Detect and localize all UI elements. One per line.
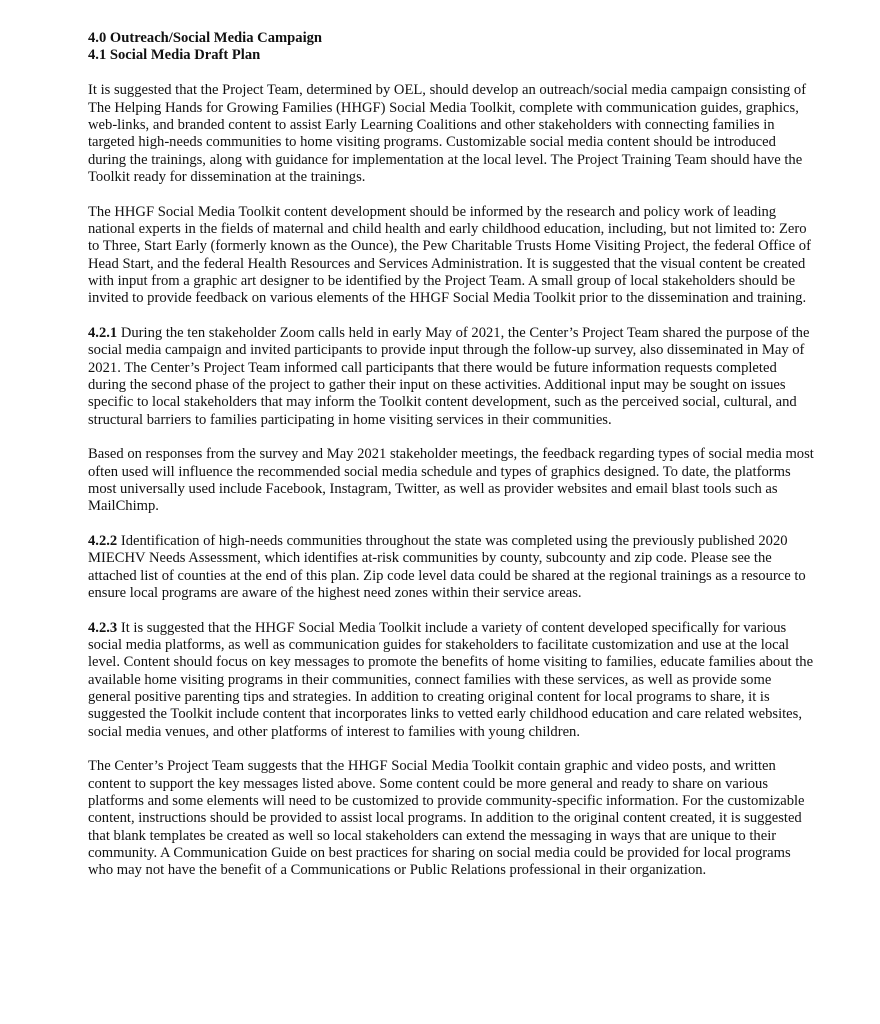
paragraph-text: During the ten stakeholder Zoom calls held in early May of 2021, the Center’s Project Team shared the purpose of the social media campaign and invited participants to provide input through the follow-up survey, also disseminated in May of 2021. The Center’s Project Team informed call participants that there would be future information requests completed during the second phase of the project to gather their input on these activities. Additional input may be sought on issues specific to local stakeholders that may inform the Toolkit content development, such as the perceived social, cultural, and structural barriers to families participating in home visiting services in their communities. xyxy=(88,325,810,428)
paragraph-text: The HHGF Social Media Toolkit content development should be informed by the research and policy work of leading national experts in the fields of maternal and child health and early childhood education, including, but not limited to: Zero to Three, Start Early (formerly known as the Ounce), the Pew Charitable Trusts Home Visiting Project, the federal Office of Head Start, and the federal Health Resources and Services Administration. It is suggested that the visual content be created with input from a graphic art designer to be identified by the Project Team. A small group of local stakeholders should be invited to provide feedback on various elements of the HHGF Social Media Toolkit prior to the dissemination and training. xyxy=(88,203,811,307)
document-page xyxy=(88,30,816,897)
section-heading-4-0: 4.0 Outreach/Social Media Campaign xyxy=(88,30,323,46)
paragraph-4-2-1 xyxy=(88,325,816,429)
section-number-4-2-2: 4.2.2 xyxy=(88,533,118,550)
paragraph-text: The Center’s Project Team suggests that the HHGF Social Media Toolkit contain graphic and video posts, and written content to support the key messages listed above. Some content could be more general and ready to share on various platforms and some elements will need to be customized to provide community-specific information. For the customizable content, instructions should be provided to assist local programs. In addition to the original content created, it is suggested that blank templates be created as well so local stakeholders can extend the messaging in ways that are unique to their community. A Communication Guide on best practices for sharing on social media could be provided for local programs who may not have the benefit of a Communications or Public Relations professional in their organization. xyxy=(88,758,805,879)
section-number-4-2-1: 4.2.1 xyxy=(88,325,118,341)
paragraph-4-2-3 xyxy=(88,620,816,741)
paragraph-text: Identification of high-needs communities throughout the state was completed using the previously published 2020 MIECHV Needs Assessment, which identifies at-risk communities by county, subcounty and zip code. Please see the attached list of counties at the end of this plan. Zip code level data could be shared at the regional trainings as a resource to ensure local programs are aware of the highest need zones within their service areas. xyxy=(88,533,806,602)
paragraph-survey-responses xyxy=(88,446,816,515)
paragraph-text: Based on responses from the survey and May 2021 stakeholder meetings, the feedback regarding types of social media most often used will influence the recommended social media schedule and types of graphics designed. To date, the platforms most universally used include Facebook, Instagram, Twitter, as well as provider websites and email blast tools such as MailChimp. xyxy=(88,446,814,515)
paragraph-4-2-2 xyxy=(88,533,816,602)
paragraph-intro xyxy=(88,82,816,186)
paragraph-content-types xyxy=(88,758,816,879)
paragraph-text: It is suggested that the Project Team, determined by OEL, should develop an outreach/social media campaign consisting of The Helping Hands for Growing Families (HHGF) Social Media Toolkit, complete with communication guides, graphics, web-links, and branded content to assist Early Learning Coalitions and other stakeholders with connecting families in targeted high-needs communities to home visiting programs. Customizable social media content should be introduced during the trainings, along with guidance for implementation at the local level. The Project Training Team should have the Toolkit ready for dissemination at the trainings. xyxy=(88,82,807,185)
section-heading-4-1: 4.1 Social Media Draft Plan xyxy=(88,47,261,64)
paragraph-toolkit-development xyxy=(88,204,816,308)
paragraph-text: It is suggested that the HHGF Social Media Toolkit include a variety of content developed specifically for various social media platforms, as well as communication guides for stakeholders to facilitate customization and use at the local level. Content should focus on key messages to promote the benefits of home visiting to families, educate families about the available home visiting programs in their communities, connect families with these services, as well as provide some general positive parenting tips and strategies. In addition to creating original content for local programs to share, it is suggested the Toolkit include content that incorporates links to vetted early childhood education and care related websites, social media venues, and other platforms of interest to families with young children. xyxy=(88,619,814,740)
section-number-4-2-3: 4.2.3 xyxy=(88,619,118,636)
